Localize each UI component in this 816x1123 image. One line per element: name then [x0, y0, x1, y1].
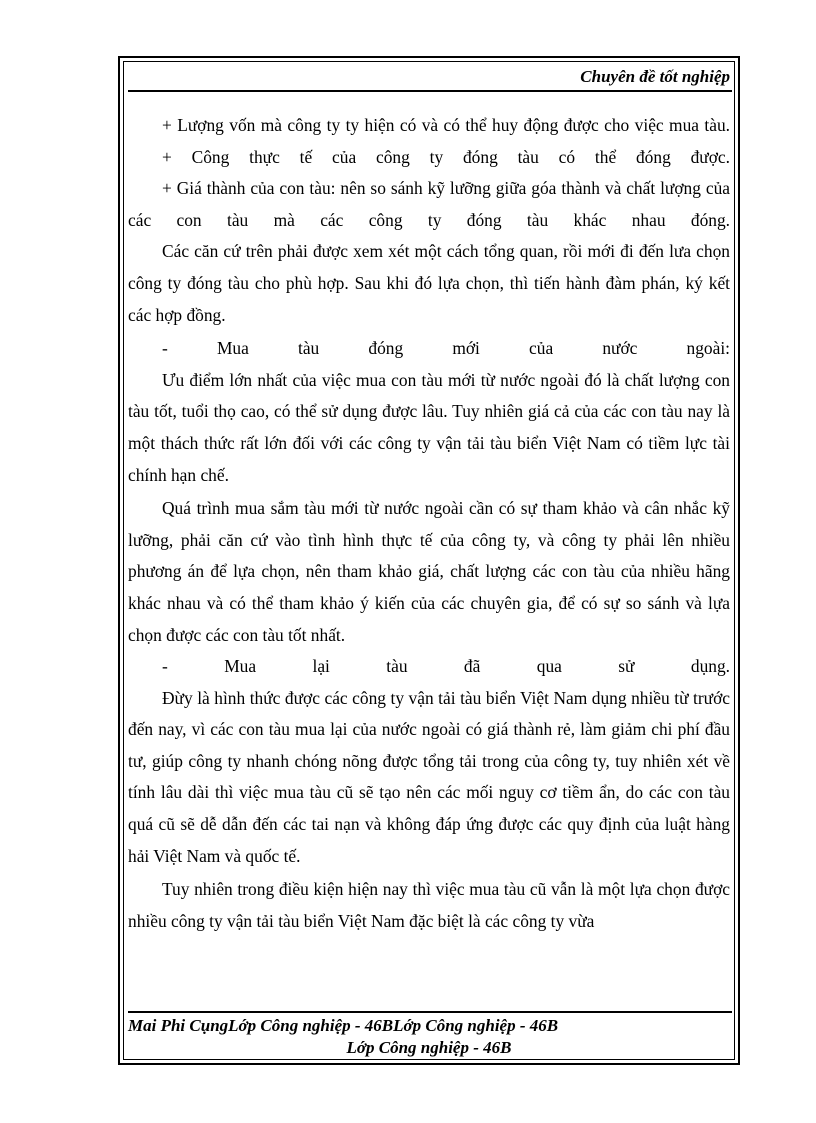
- heading-buy-new-foreign: - Mua tàu đóng mới của nước ngoài:: [162, 338, 730, 359]
- paragraph-new-ship-process: Quá trình mua sắm tàu mới từ nước ngoài cần có sự tham khảo và cân nhắc kỹ lưỡng, phải căn cứ vào tình hình thực tế của công ty, và công ty phải lên nhiều phương án để lựa chọn, nên tham khảo giá, chất lượng các con tàu của nhiều hãng khác nhau và có thể tham khảo ý kiến của các chuyên gia, để có sự so sánh và lựa chọn được các con tàu tốt nhất.: [128, 498, 730, 645]
- paragraph-selection-basis: Các căn cứ trên phải được xem xét một cách tổng quan, rồi mới đi đến lưa chọn công ty đóng tàu cho phù hợp. Sau khi đó lựa chọn, thì tiến hành đàm phán, ký kết các hợp đồng.: [128, 241, 730, 325]
- footer-author-line: Mai Phi CụngLớp Công nghiệp - 46BLớp Công nghiệp - 46B: [128, 1016, 559, 1035]
- paragraph-capital-criterion: + Lượng vốn mà công ty ty hiện có và có thể huy động được cho việc mua tàu.: [162, 115, 730, 135]
- header-divider: [128, 90, 732, 92]
- header-title: Chuyên đề tốt nghiệp: [580, 67, 730, 86]
- paragraph-used-ship-analysis: Đừy là hình thức được các công ty vận tải tàu biển Việt Nam dụng nhiều từ trước đến nay, vì các con tàu mua lại của nước ngoài có giá thành rẻ, làm giảm chi phí đầu tư, giúp công ty nhanh chóng nõng được tổng tải trong của công ty, tuy nhiên xét về tính lâu dài thì việc mua tàu cũ sẽ tạo nên các mối nguy cơ tiềm ẩn, do các con tàu quá cũ sẽ dễ dẫn đến các tai nạn và không đáp ứng được các quy định của luật hàng hải Việt Nam và quốc tế.: [128, 687, 730, 866]
- paragraph-new-ship-advantages: Ưu điểm lớn nhất của việc mua con tàu mới từ nước ngoài đó là chất lượng con tàu tốt, tuổi thọ cao, có thể sử dụng được lâu. Tuy nhiên giá cả của các con tàu nay là một thách thức rất lớn đối với các công ty vận tải tàu biển Việt Nam có tiềm lực tài chính hạn chế.: [128, 369, 730, 485]
- paragraph-price-criterion: + Giá thành của con tàu: nên so sánh kỹ lưỡng giữa góa thành và chất lượng của các con tàu mà các công ty đóng tàu khác nhau đóng.: [128, 178, 730, 230]
- paragraph-capacity-criterion: + Công thực tế của công ty đóng tàu có thể đóng được.: [162, 146, 730, 167]
- paragraph-current-conditions: Tuy nhiên trong điều kiện hiện nay thì việc mua tàu cũ vẫn là một lựa chọn được nhiều công ty vận tải tàu biển Việt Nam đặc biệt là các công ty vừa: [128, 879, 730, 931]
- footer-class-line: Lớp Công nghiệp - 46B: [346, 1038, 512, 1057]
- footer-divider: [128, 1011, 732, 1013]
- document-body: [128, 110, 730, 937]
- heading-buy-used: - Mua lại tàu đã qua sử dụng.: [162, 656, 730, 677]
